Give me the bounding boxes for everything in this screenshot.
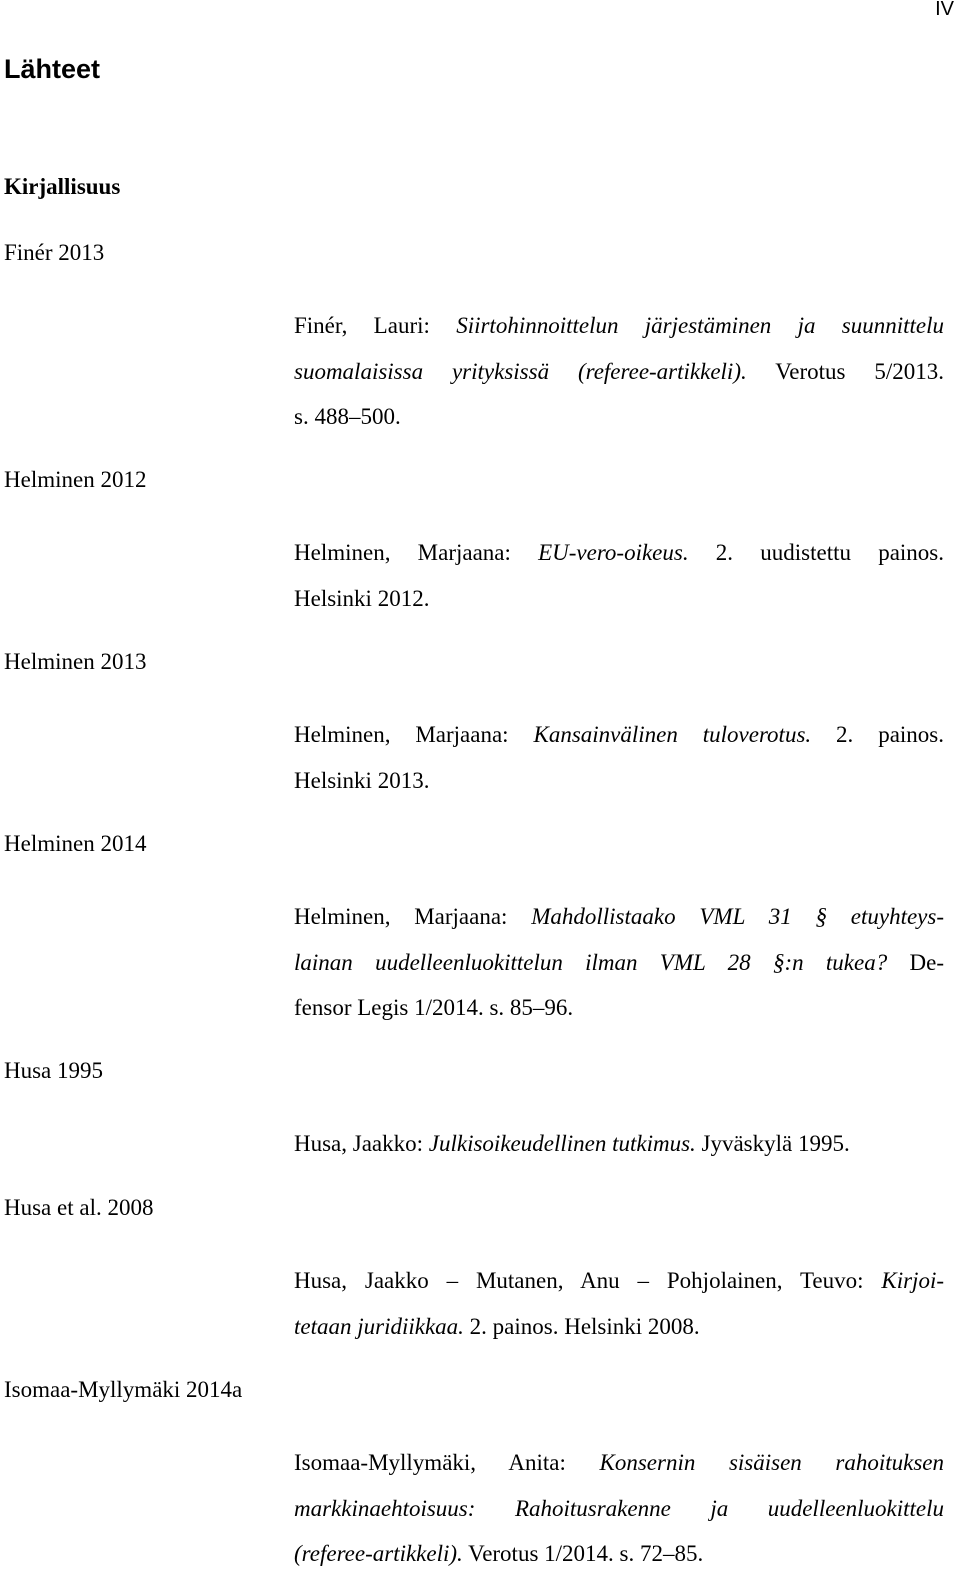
reference-title-text: Siirtohinnoittelun järjestäminen ja suunnittelu [456, 313, 945, 338]
reference-line [294, 894, 944, 940]
reference-text: 2. painos. [811, 722, 945, 747]
reference-entry [294, 530, 944, 621]
reference-title-text: EU-vero-oikeus. [538, 540, 689, 565]
reference-text: Helminen, Marjaana: [294, 540, 539, 565]
reference-key: Husa 1995 [4, 1058, 104, 1083]
reference-text: De- [887, 949, 944, 975]
reference-entry [294, 303, 944, 440]
reference-title-text: Kansainvälinen tuloverotus. [533, 722, 812, 747]
reference-title-text: markkinaehtoisuus: Rahoitusrakenne ja uudelleenluokittelu [294, 1495, 944, 1521]
reference-text: Helsinki 2012. [294, 585, 430, 611]
reference-entry [294, 1258, 944, 1349]
reference-line [294, 1304, 944, 1350]
reference-line [294, 712, 944, 758]
reference-title-text: suomalaisissa yrityksissä (referee-artikkeli). [294, 358, 747, 384]
page-heading: Lähteet [4, 54, 101, 84]
reference-text: Verotus 5/2013. [746, 358, 944, 384]
reference-line [294, 985, 944, 1031]
reference-text: Isomaa-Myllymäki, Anita: [294, 1450, 600, 1475]
reference-text: Husa, Jaakko – Mutanen, Anu – Pohjolainen, Teuvo: [294, 1268, 882, 1293]
reference-text: Helminen, Marjaana: [294, 722, 534, 747]
reference-key: Helminen 2012 [4, 467, 147, 492]
reference-entry [294, 1440, 944, 1577]
reference-text: 2. painos. Helsinki 2008. [463, 1313, 700, 1339]
reference-line [294, 1440, 944, 1486]
reference-line [294, 530, 944, 576]
reference-text: 2. uudistettu painos. [688, 540, 944, 565]
reference-title-text: Konsernin sisäisen rahoituksen [599, 1450, 945, 1475]
reference-text: Helminen, Marjaana: [294, 904, 532, 929]
reference-line [294, 1258, 944, 1304]
reference-key: Finér 2013 [4, 240, 105, 265]
reference-key: Helminen 2013 [4, 649, 147, 674]
reference-line [294, 1121, 944, 1167]
section-title: Kirjallisuus [4, 174, 121, 199]
reference-text: Finér, Lauri: [294, 313, 457, 338]
reference-title-text: (referee-artikkeli). [294, 1541, 463, 1566]
reference-entry [294, 1121, 944, 1167]
reference-line [294, 303, 944, 349]
reference-line [294, 576, 944, 622]
reference-text: Jyväskylä 1995. [695, 1131, 850, 1156]
reference-title-text: Julkisoikeudellinen tutkimus. [428, 1131, 696, 1156]
reference-line [294, 394, 944, 440]
reference-key: Husa et al. 2008 [4, 1195, 154, 1220]
reference-key: Isomaa-Myllymäki 2014a [4, 1377, 243, 1402]
reference-text: s. 488–500. [294, 404, 401, 429]
reference-text: Husa, Jaakko: [294, 1131, 429, 1156]
reference-line [294, 1486, 944, 1532]
reference-line [294, 940, 944, 986]
reference-line [294, 349, 944, 395]
reference-text: Helsinki 2013. [294, 767, 430, 793]
page-number: IV [935, 0, 954, 20]
reference-text: fensor Legis 1/2014. s. 85–96. [294, 995, 574, 1020]
reference-title-text: Mahdollistaako VML 31 § etuyhteys- [531, 904, 944, 929]
reference-title-text: Kirjoi- [881, 1268, 944, 1293]
reference-title-text: tetaan juridiikkaa. [294, 1313, 464, 1339]
reference-key: Helminen 2014 [4, 831, 147, 856]
reference-entry [294, 894, 944, 1031]
reference-line [294, 758, 944, 804]
reference-entry [294, 712, 944, 803]
reference-title-text: lainan uudelleenluokittelun ilman VML 28 §:n tukea? [294, 949, 888, 975]
reference-line [294, 1531, 944, 1577]
reference-text: Verotus 1/2014. s. 72–85. [462, 1541, 704, 1566]
